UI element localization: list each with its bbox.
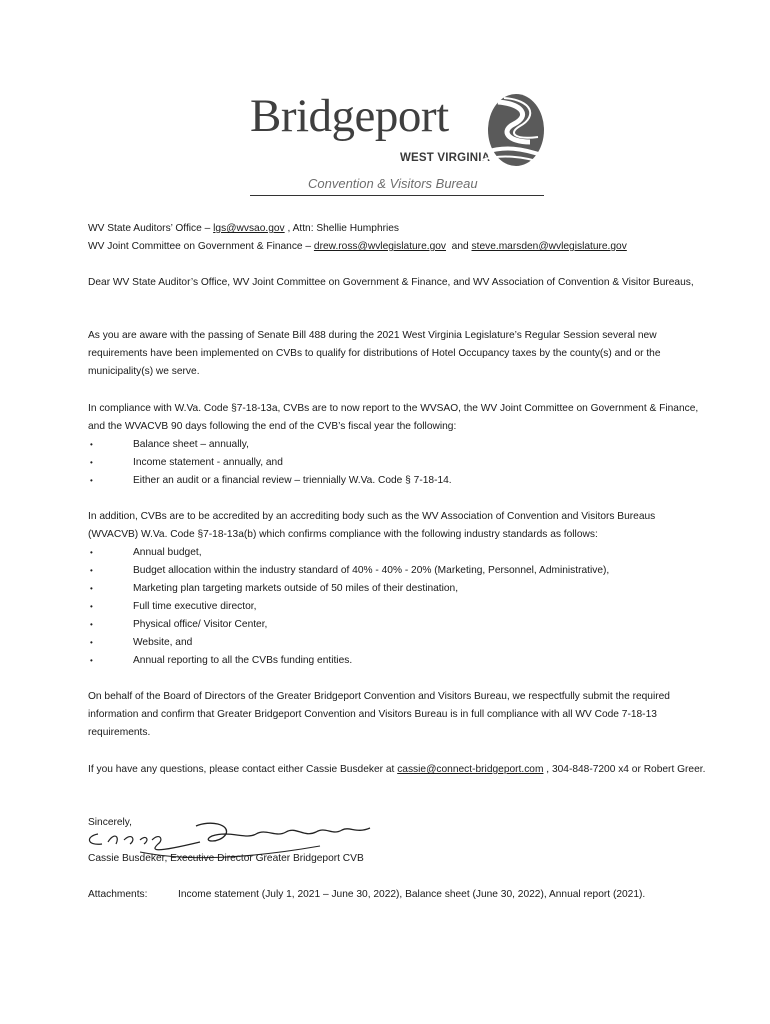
logo-state-text: WEST VIRGINIA	[400, 152, 491, 164]
committee-email-link-2[interactable]: steve.marsden@wvlegislature.gov	[471, 241, 627, 252]
list-item	[88, 652, 708, 670]
paragraph-reporting-intro: In compliance with W.Va. Code §7-18-13a, CVBs are to now report to the WVSAO, the WV Joint Committee on Government & Finance, and the WVACVB 90 days following the end of the CVB’s fiscal year the following:	[88, 403, 699, 432]
salutation	[88, 274, 708, 292]
paragraph-senate-bill-text: As you are aware with the passing of Senate Bill 488 during the 2021 West Virginia Legislature’s Regular Session several new requirements have been implemented on CVBs to qualify for distributions of Hotel Occupancy taxes by the county(s) and or the municipality(s) we serve.	[88, 330, 661, 377]
list-item-text: Marketing plan targeting markets outside of 50 miles of their destination,	[133, 583, 459, 594]
road-swirl-icon	[478, 90, 548, 170]
list-item	[88, 562, 708, 580]
recipient-line-auditor	[88, 220, 708, 238]
bullet-icon: •	[90, 566, 93, 575]
attachments-list: Income statement (July 1, 2021 – June 30, 2022), Balance sheet (June 30, 2022), Annual report (2021).	[178, 889, 646, 900]
recipient-line-committee	[88, 238, 708, 256]
reporting-list	[88, 436, 708, 490]
bullet-icon: •	[90, 440, 93, 449]
list-item	[88, 580, 708, 598]
bullet-icon: •	[90, 602, 93, 611]
letterhead-divider	[250, 195, 544, 196]
paragraph-accreditation	[88, 508, 708, 670]
logo-brand-text: Bridgeport	[250, 90, 449, 142]
bullet-icon: •	[90, 656, 93, 665]
list-item	[88, 436, 708, 454]
accreditation-list	[88, 544, 708, 670]
list-item-text: Website, and	[133, 637, 193, 648]
list-item-text: Physical office/ Visitor Center,	[133, 619, 268, 630]
paragraph-compliance-text: On behalf of the Board of Directors of the Greater Bridgeport Convention and Visitors Bureau, we respectfully submit the required information and confirm that Greater Bridgeport Convention and Visitors Bureau is in full compliance with all WV Code 7-18-13 requirements.	[88, 691, 670, 738]
bullet-icon: •	[90, 584, 93, 593]
list-item	[88, 616, 708, 634]
bullet-icon: •	[90, 638, 93, 647]
list-item-text: Either an audit or a financial review – triennially W.Va. Code § 7-18-14.	[133, 475, 452, 486]
contact-suffix: , 304-848-7200 x4 or Robert Greer.	[543, 764, 706, 775]
recipient-joiner: and	[446, 241, 472, 252]
recipient-block	[88, 220, 708, 256]
recipient-auditor-attn: , Attn: Shellie Humphries	[284, 223, 400, 234]
paragraph-contact	[88, 761, 708, 779]
list-item-text: Budget allocation within the industry standard of 40% - 40% - 20% (Marketing, Personnel, Administrative),	[133, 565, 610, 576]
bullet-icon: •	[90, 476, 93, 485]
signer-name-title: Cassie Busdeker, Executive Director Greater Bridgeport CVB	[88, 853, 364, 864]
paragraph-reporting	[88, 400, 708, 490]
bullet-icon: •	[90, 548, 93, 557]
contact-prefix: If you have any questions, please contact either Cassie Busdeker at	[88, 764, 398, 775]
paragraph-compliance	[88, 688, 708, 742]
list-item-text: Income statement - annually, and	[133, 457, 283, 468]
list-item	[88, 454, 708, 472]
contact-email-link[interactable]: cassie@connect-bridgeport.com	[397, 764, 544, 775]
bullet-icon: •	[90, 458, 93, 467]
salutation-text: Dear WV State Auditor’s Office, WV Joint Committee on Government & Finance, and WV Association of Convention & Visitor Bureaus,	[88, 277, 694, 288]
bridgeport-cvb-logo	[250, 88, 550, 200]
list-item	[88, 634, 708, 652]
list-item-text: Full time executive director,	[133, 601, 257, 612]
list-item	[88, 472, 708, 490]
recipient-auditor-label: WV State Auditors’ Office –	[88, 223, 214, 234]
paragraph-accreditation-intro: In addition, CVBs are to be accredited by an accrediting body such as the WV Association of Convention and Visitors Bureaus (WVACVB) W.Va. Code §7-18-13a(b) which confirms compliance with the following industry standards as follows:	[88, 511, 656, 540]
list-item-text: Annual reporting to all the CVBs funding entities.	[133, 655, 353, 666]
attachments-label: Attachments:	[88, 889, 148, 900]
list-item-text: Annual budget,	[133, 547, 202, 558]
recipient-committee-label: WV Joint Committee on Government & Finance –	[88, 241, 314, 252]
auditor-email-link[interactable]: lgs@wvsao.gov	[213, 223, 285, 234]
list-item-text: Balance sheet – annually,	[133, 439, 249, 450]
list-item	[88, 544, 708, 562]
paragraph-senate-bill	[88, 327, 708, 381]
paragraph-contact-text	[88, 761, 708, 779]
closing-text: Sincerely,	[88, 817, 132, 828]
bullet-icon: •	[90, 620, 93, 629]
committee-email-link-1[interactable]: drew.ross@wvlegislature.gov	[313, 241, 447, 252]
list-item	[88, 598, 708, 616]
logo-tagline: Convention & Visitors Bureau	[308, 176, 478, 191]
